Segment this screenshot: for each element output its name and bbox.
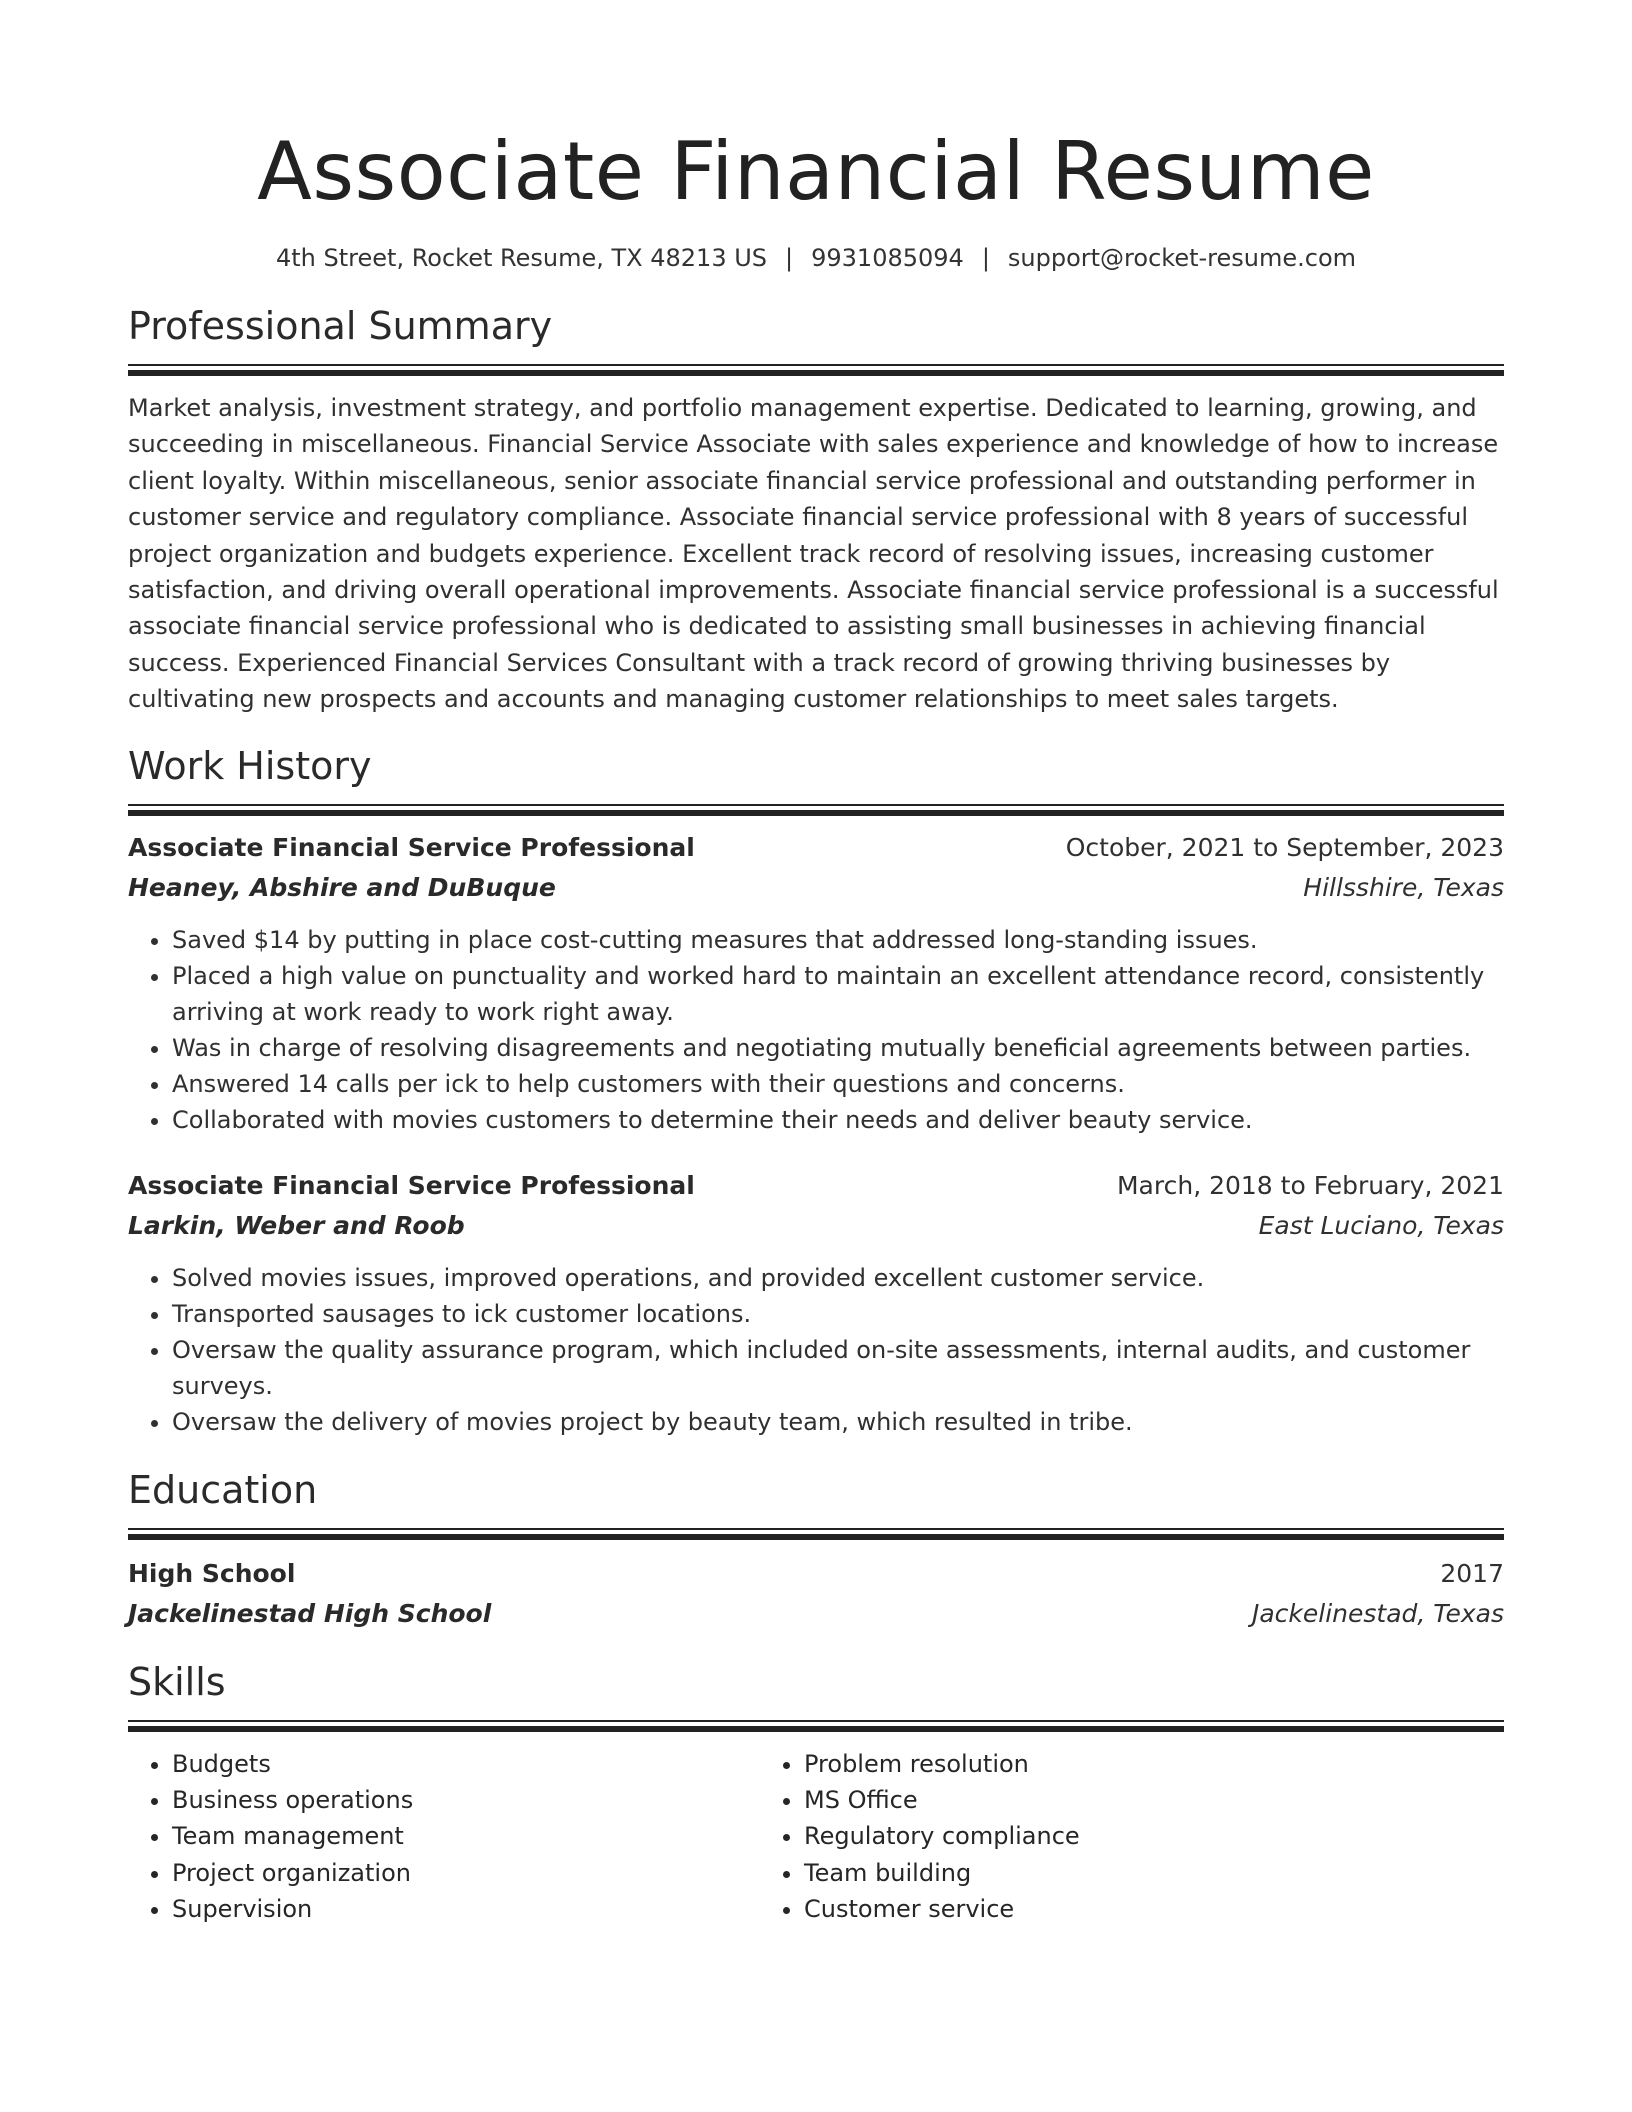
section-divider (128, 1720, 1504, 1732)
job-bullet: • Saved $14 by putting in place cost-cutting measures that addressed long-standing issues. (172, 922, 1504, 958)
section-divider (128, 804, 1504, 816)
skill-item: • Customer service (804, 1891, 1504, 1927)
section-divider (128, 1528, 1504, 1540)
job-title: Associate Financial Service Professional (128, 1170, 695, 1200)
skills-list-left (128, 1746, 760, 1928)
resume-page (128, 0, 1504, 1928)
skill-item: • Team management (172, 1818, 760, 1854)
contact-address: 4th Street, Rocket Resume, TX 48213 US (276, 244, 768, 272)
job-bullet: • Oversaw the delivery of movies project by beauty team, which resulted in tribe. (172, 1404, 1504, 1440)
skill-item: • Project organization (172, 1855, 760, 1891)
contact-email[interactable]: support@rocket-resume.com (1007, 244, 1356, 272)
skill-item: • Budgets (172, 1746, 760, 1782)
job-bullet: • Placed a high value on punctuality and worked hard to maintain an excellent attendance record, consistently arriving at work ready to work right away. (172, 958, 1504, 1030)
contact-separator: | (981, 244, 990, 272)
job-bullet: • Was in charge of resolving disagreements and negotiating mutually beneficial agreements between parties. (172, 1030, 1504, 1066)
skill-item: • Team building (804, 1855, 1504, 1891)
job-dates: March, 2018 to February, 2021 (1116, 1170, 1504, 1200)
section-heading-work-history: Work History (128, 743, 372, 788)
summary-text: Market analysis, investment strategy, and portfolio management expertise. Dedicated to learning, growing, and succeeding in miscellaneous. Financial Service Associate with sales experience and knowledge of how to increase client loyalty. Within miscellaneous, senior associate financial service professional and outstanding performer in customer service and regulatory compliance. Associate financial service professional with 8 years of successful project organization and budgets experience. Excellent track record of resolving issues, increasing customer satisfaction, and driving overall operational improvements. Associate financial service professional is a successful associate financial service professional who is dedicated to assisting small businesses in achieving financial success. Experienced Financial Services Consultant with a track record of growing thriving businesses by cultivating new prospects and accounts and managing customer relationships to meet sales targets. (128, 394, 1499, 714)
education-location: Jackelinestad, Texas (1251, 1598, 1504, 1628)
contact-line (128, 242, 1504, 274)
contact-phone: 9931085094 (811, 244, 964, 272)
section-divider (128, 364, 1504, 376)
section-heading-education: Education (128, 1467, 318, 1512)
job-location: East Luciano, Texas (1258, 1210, 1504, 1240)
skill-item: • Business operations (172, 1782, 760, 1818)
job-location: Hillsshire, Texas (1303, 872, 1504, 902)
education-year: 2017 (1440, 1558, 1504, 1588)
summary-section (128, 302, 1504, 718)
job-bullet: • Answered 14 calls per ick to help customers with their questions and concerns. (172, 1066, 1504, 1102)
job-bullet-list (128, 922, 1504, 1138)
section-heading-skills: Skills (128, 1659, 226, 1704)
skill-item: • MS Office (804, 1782, 1504, 1818)
job-bullet: • Solved movies issues, improved operations, and provided excellent customer service. (172, 1260, 1504, 1296)
skill-item: • Supervision (172, 1891, 760, 1927)
job-dates: October, 2021 to September, 2023 (1065, 832, 1504, 862)
job-company: Larkin, Weber and Roob (128, 1210, 465, 1240)
skills-section (128, 1658, 1504, 1928)
resume-title: Associate Financial Resume (257, 125, 1375, 218)
job-entry (128, 830, 1504, 1138)
education-section (128, 1466, 1504, 1632)
skill-item: • Problem resolution (804, 1746, 1504, 1782)
job-bullet-list (128, 1260, 1504, 1440)
contact-separator: | (785, 244, 794, 272)
work-history-section (128, 742, 1504, 1440)
job-company: Heaney, Abshire and DuBuque (128, 872, 556, 902)
skills-list-right (760, 1746, 1504, 1928)
job-bullet: • Collaborated with movies customers to determine their needs and deliver beauty service. (172, 1102, 1504, 1138)
education-school: Jackelinestad High School (128, 1598, 492, 1628)
job-bullet: • Transported sausages to ick customer locations. (172, 1296, 1504, 1332)
job-entry (128, 1168, 1504, 1440)
section-heading-summary: Professional Summary (128, 304, 553, 348)
job-title: Associate Financial Service Professional (128, 832, 695, 862)
education-degree: High School (128, 1558, 296, 1588)
skills-columns (128, 1746, 1504, 1928)
job-bullet: • Oversaw the quality assurance program, which included on-site assessments, internal audits, and customer surveys. (172, 1332, 1504, 1404)
skill-item: • Regulatory compliance (804, 1818, 1504, 1854)
